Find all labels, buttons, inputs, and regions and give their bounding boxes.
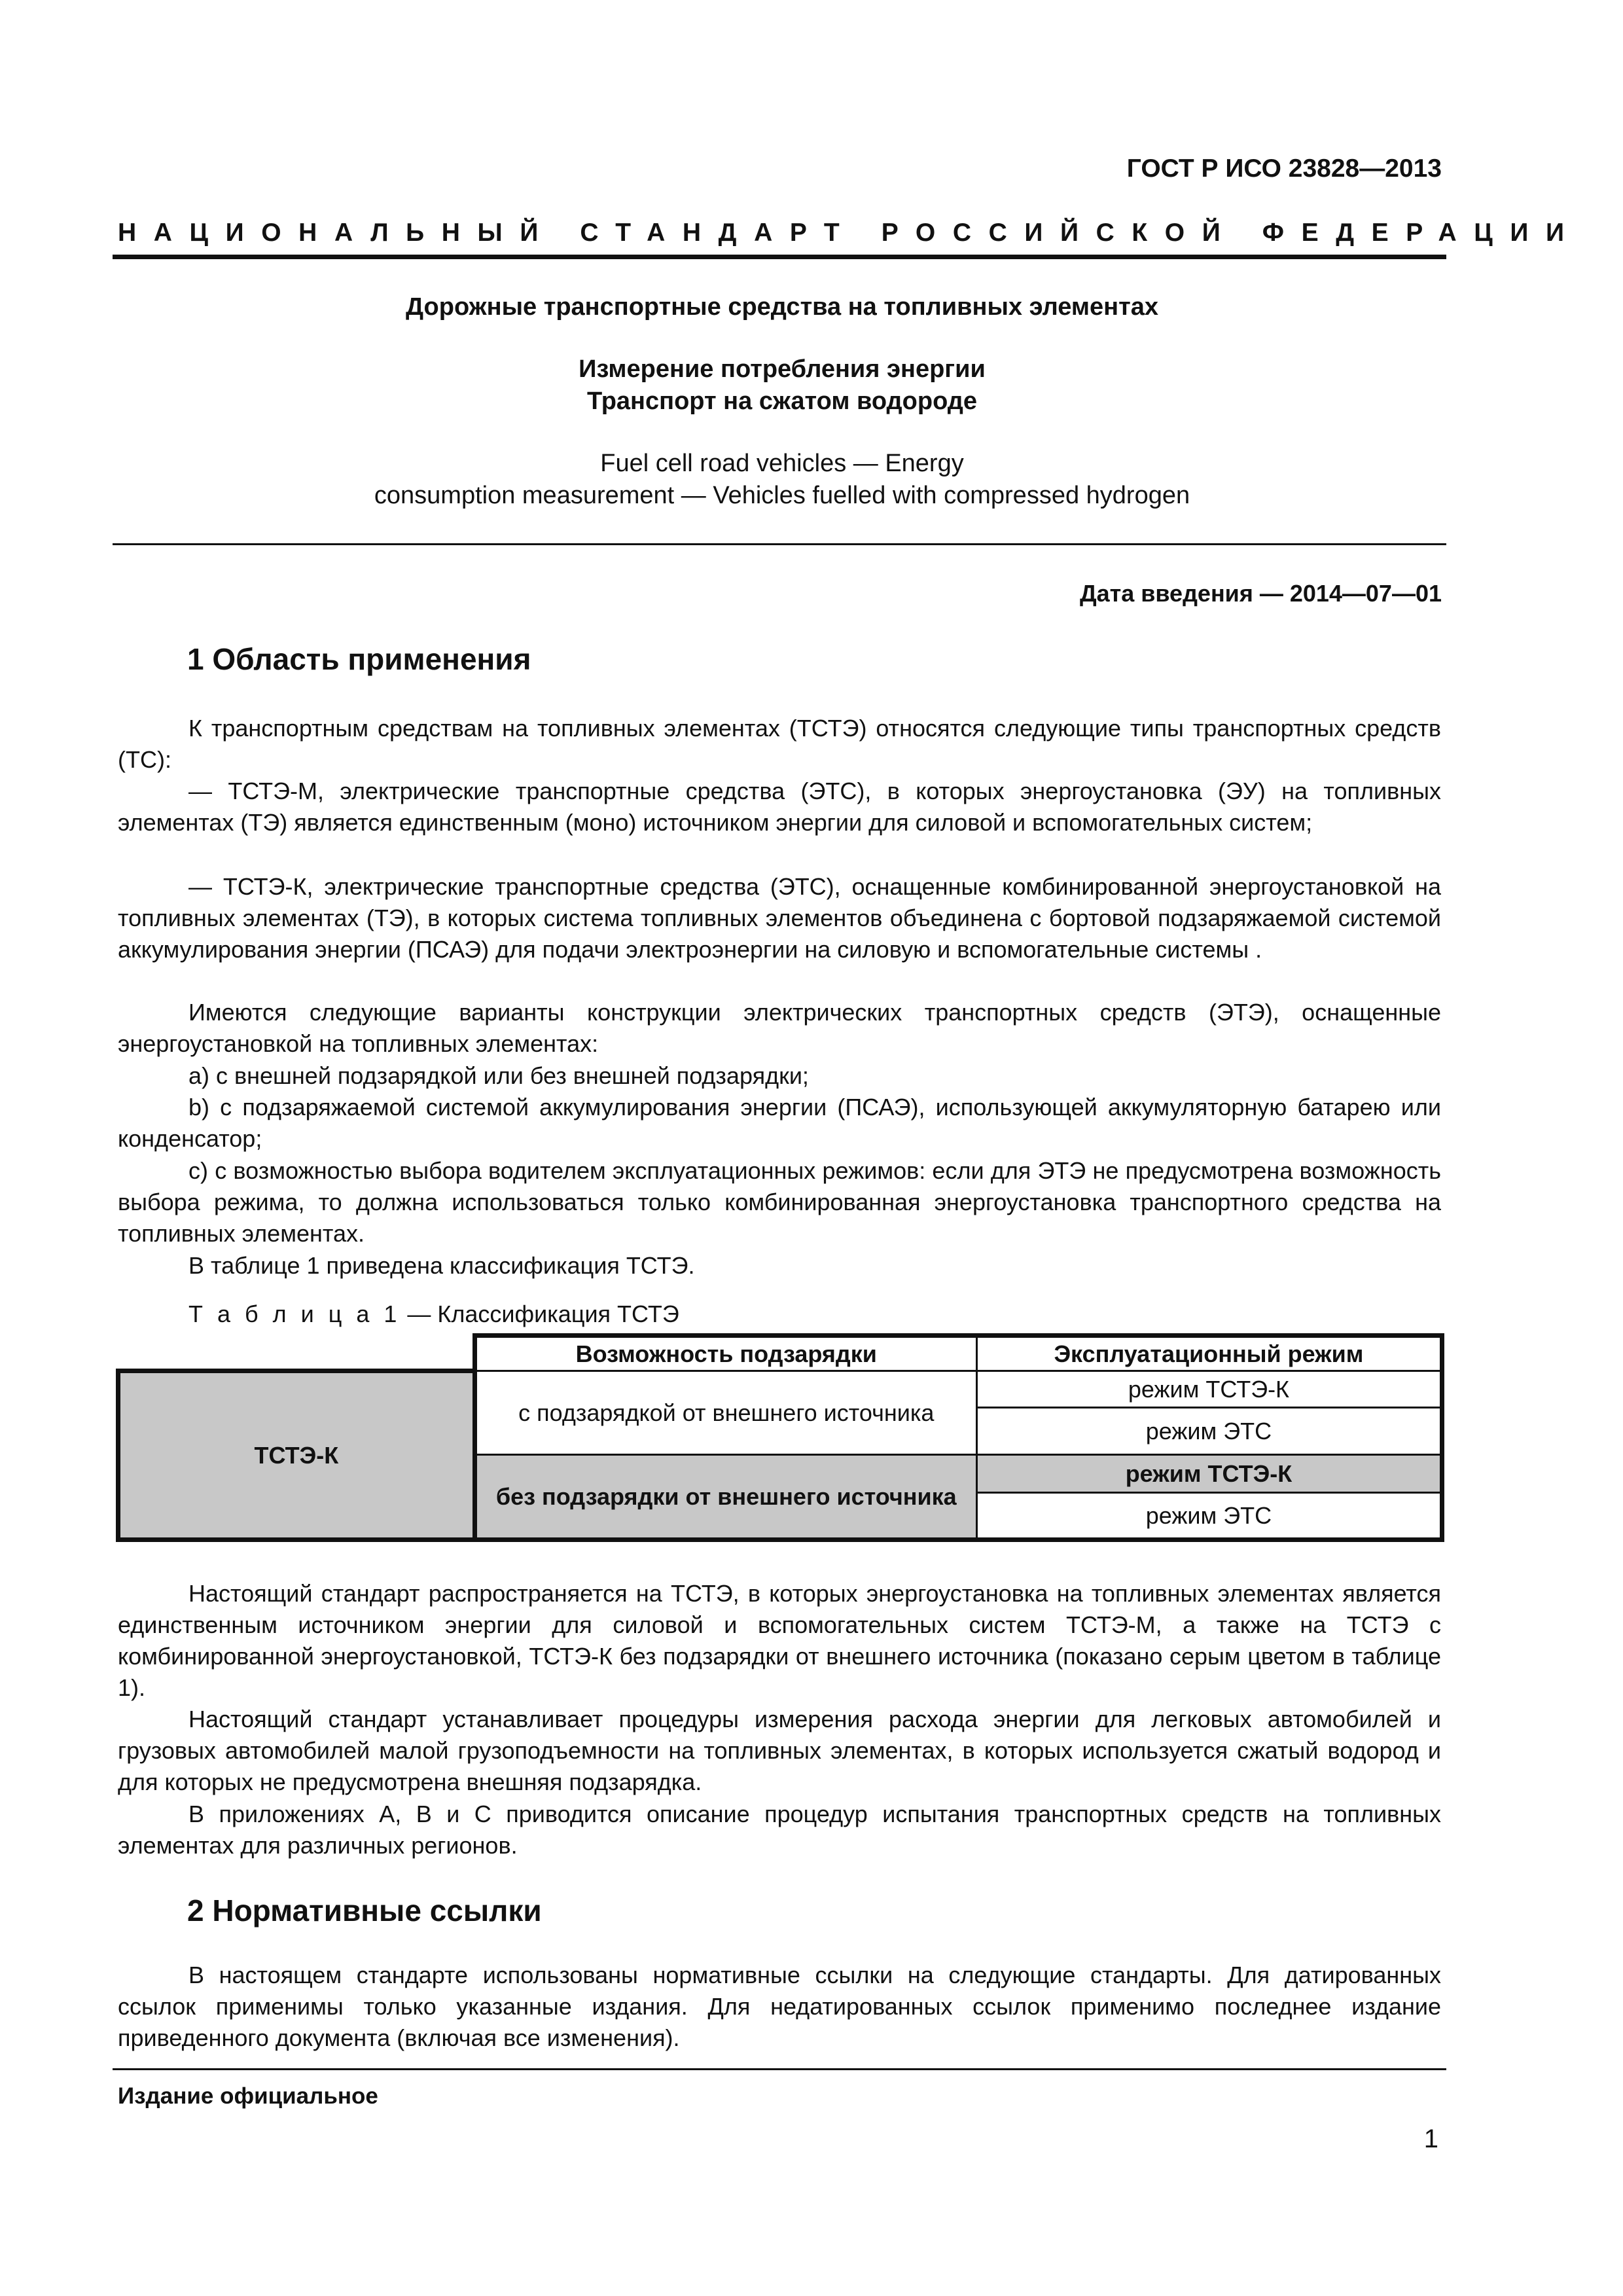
- title-line-2: Измерение потребления энергии: [579, 355, 986, 383]
- table-1-caption-prefix: Т а б л и ц а 1: [188, 1300, 401, 1327]
- s1-paragraph-3: [118, 871, 1441, 965]
- title-line-3: Транспорт на сжатом водороде: [586, 387, 978, 415]
- mode-fcv-k-2: режим ТСТЭ-К: [976, 1455, 1442, 1493]
- s1-paragraph-9: [118, 1578, 1441, 1704]
- title-line-1: Дорожные транспортные средства на топливных элементах: [406, 293, 1158, 321]
- page-number: 1: [1423, 2125, 1438, 2153]
- s2-p1-text: В настоящем стандарте использованы нормативные ссылки на следующие стандарты. Для датированных ссылок применимы только указанные издания. Для недатированных ссылок применимо последнее издание приведенного документа (включая все изменения).: [118, 1962, 1441, 2051]
- title-en-line-1: Fuel cell road vehicles — Energy: [600, 450, 964, 477]
- s1-p2-text: — ТСТЭ-М, электрические транспортные средства (ЭТС), в которых энергоустановка (ЭУ) на топливных элементах (ТЭ) является единственным (моно) источником энергии для силовой и вспомогательных систем;: [118, 778, 1441, 836]
- section-2-heading: 2 Нормативные ссылки: [187, 1893, 542, 1928]
- header-operating-mode: Эксплуатационный режим: [976, 1336, 1442, 1371]
- title-en-line-2: consumption measurement — Vehicles fuelled with compressed hydrogen: [374, 482, 1190, 509]
- official-edition-label: Издание официальное: [118, 2083, 378, 2109]
- classification-table: [116, 1333, 1444, 1542]
- header-recharge-capability: Возможность подзарядки: [474, 1336, 976, 1371]
- mode-fcv-k-1: режим ТСТЭ-К: [976, 1371, 1442, 1408]
- s1-p5-text: a) с внешней подзарядкой или без внешней подзарядки;: [188, 1062, 809, 1089]
- s1-paragraph-7: [118, 1155, 1441, 1249]
- s1-paragraph-5: [118, 1060, 1441, 1092]
- table-1-caption: [188, 1300, 679, 1328]
- s1-p6-text: b) с подзаряжаемой системой аккумулирования энергии (ПСАЭ), использующей аккумуляторную батарею или конденсатор;: [118, 1094, 1441, 1152]
- standard-banner: НАЦИОНАЛЬНЫЙ СТАНДАРТ РОССИЙСКОЙ ФЕДЕРАЦИИ: [118, 219, 1582, 247]
- mode-ets-1: режим ЭТС: [976, 1408, 1442, 1455]
- s1-paragraph-6: [118, 1092, 1441, 1155]
- s1-paragraph-2: [118, 776, 1441, 838]
- table-empty-corner: [118, 1336, 475, 1371]
- s1-paragraph-10: [118, 1704, 1441, 1798]
- s1-paragraph-11: [118, 1799, 1441, 1861]
- intro-date: Дата введения — 2014—07—01: [1079, 580, 1442, 607]
- s1-p8-text: В таблице 1 приведена классификация ТСТЭ.: [188, 1252, 695, 1279]
- s1-p9-text: Настоящий стандарт распространяется на ТСТЭ, в которых энергоустановка на топливных элементах является единственным источником энергии для силовой и вспомогательных систем ТСТЭ-М, а также на ТСТЭ с комбинированной энергоустановкой, ТСТЭ-К без подзарядки от внешнего источника (показано серым цветом в таблице 1).: [118, 1580, 1441, 1701]
- row-label-fcv-k: ТСТЭ-К: [118, 1371, 475, 1540]
- s1-p1-text: К транспортным средствам на топливных элементах (ТСТЭ) относятся следующие типы транспортных средств (ТС):: [118, 715, 1441, 773]
- s1-p7-text: c) с возможностью выбора водителем эксплуатационных режимов: если для ЭТЭ не предусмотрена возможность выбора режима, то должна использоваться только комбинированная энергоустановка транспортного средства на топливных элементах.: [118, 1157, 1441, 1247]
- group-external-charging: с подзарядкой от внешнего источника: [474, 1371, 976, 1455]
- s1-p4-text: Имеются следующие варианты конструкции электрических транспортных средств (ЭТЭ), оснащенные энергоустановкой на топливных элементах:: [118, 999, 1441, 1057]
- s2-paragraph-1: [118, 1960, 1441, 2054]
- footer-rule: [113, 2068, 1446, 2070]
- s1-paragraph-4: [118, 997, 1441, 1060]
- mode-ets-2: режим ЭТС: [976, 1493, 1442, 1540]
- section-1-heading: 1 Область применения: [187, 642, 531, 676]
- banner-rule: [113, 255, 1446, 259]
- s1-p3-text: — ТСТЭ-К, электрические транспортные средства (ЭТС), оснащенные комбинированной энергоустановкой на топливных элементах (ТЭ), в которых система топливных элементов объединена с бортовой подзаряжаемой системой аккумулирования энергии (ПСАЭ) для подачи электроэнергии на силовую и вспомогательные системы .: [118, 873, 1441, 963]
- group-no-external-charging: без подзарядки от внешнего источника: [474, 1455, 976, 1540]
- document-code: ГОСТ Р ИСО 23828—2013: [1126, 154, 1442, 183]
- s1-p11-text: В приложениях А, В и С приводится описание процедур испытания транспортных средств на топливных элементах для различных регионов.: [118, 1801, 1441, 1859]
- s1-p10-text: Настоящий стандарт устанавливает процедуры измерения расхода энергии для легковых автомобилей и грузовых автомобилей малой грузоподъемности на топливных элементах, в которых используется сжатый водород и для которых не предусмотрена внешняя подзарядка.: [118, 1706, 1441, 1795]
- table-1-caption-title: — Классификация ТСТЭ: [401, 1300, 679, 1327]
- s1-paragraph-8: [118, 1250, 1441, 1282]
- title-rule: [113, 543, 1446, 545]
- s1-paragraph-1: [118, 713, 1441, 776]
